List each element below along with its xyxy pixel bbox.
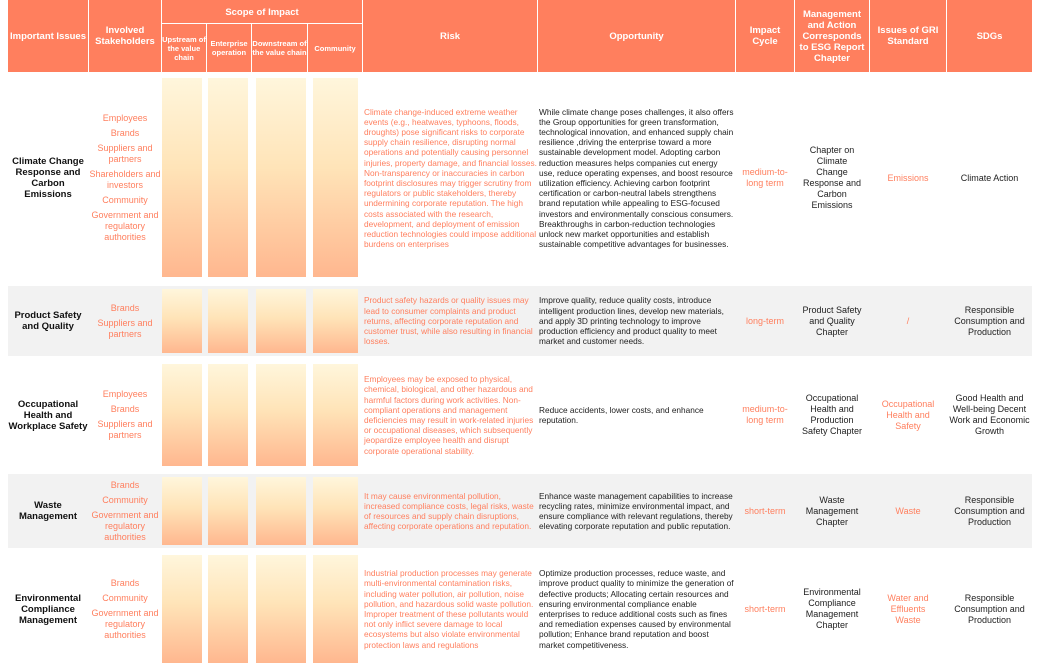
- table-row: [8, 360, 1032, 470]
- stakeholder-list: [89, 360, 161, 470]
- stakeholder-list: [89, 552, 161, 666]
- gri-issue: Waste: [895, 505, 921, 516]
- scope-community-bar: [313, 78, 358, 277]
- stakeholder-item: Shareholders and investors: [89, 169, 161, 190]
- header-sdgs: SDGs: [976, 30, 1003, 42]
- issue-name: Climate Change Response and Carbon Emissions: [12, 156, 84, 200]
- header-impact-cycle: Impact Cycle: [749, 25, 781, 47]
- table-row: [8, 74, 1032, 282]
- stakeholder-list: [89, 74, 161, 282]
- scope-community-bar: [313, 289, 358, 353]
- issue-name: Occupational Health and Workplace Safety: [8, 398, 88, 432]
- impact-cycle: short-term: [744, 505, 786, 516]
- header-community: Community: [314, 43, 356, 53]
- impact-cycle: medium-to-long term: [742, 167, 788, 188]
- scope-enterprise-bar: [208, 555, 248, 663]
- opportunity-text: Reduce accidents, lower costs, and enhance reputation.: [539, 404, 704, 425]
- opportunity-text: Improve quality, reduce quality costs, introduce intelligent production lines, develop new materials, and apply 3D printing technology to improve production efficiency and product quality to meet market and customer needs.: [539, 295, 724, 347]
- stakeholder-item: Brands: [110, 128, 140, 138]
- header-important-issues: Important Issues: [9, 30, 87, 42]
- header-management: Management and Action Corresponds to ESG Report Chapter: [799, 8, 865, 64]
- scope-downstream-bar: [256, 477, 306, 545]
- stakeholder-item: Community: [102, 592, 148, 603]
- stakeholder-list: [89, 286, 161, 356]
- sdg-goal: Good Health and Well-being Decent Work and Economic Growth: [949, 393, 1030, 436]
- table-header: [8, 0, 1032, 72]
- issue-name: Waste Management: [18, 500, 78, 522]
- scope-downstream-bar: [256, 78, 306, 277]
- report-chapter: Chapter on Climate Change Response and Carbon Emissions: [802, 145, 862, 210]
- scope-enterprise-bar: [208, 78, 248, 277]
- stakeholder-item: Suppliers and partners: [97, 143, 153, 164]
- stakeholder-item: Brands: [110, 302, 140, 313]
- scope-enterprise-bar: [208, 289, 248, 353]
- header-risk: Risk: [439, 30, 461, 42]
- report-chapter: Waste Management Chapter: [805, 494, 859, 527]
- gri-issue: /: [906, 315, 910, 326]
- report-chapter: Occupational Health and Production Safety Chapter: [801, 393, 863, 436]
- stakeholder-item: Suppliers and partners: [97, 419, 153, 440]
- stakeholder-item: Employees: [102, 113, 148, 123]
- gri-issue: Water and Effluents Waste: [887, 592, 929, 625]
- sdg-goal: Climate Action: [960, 172, 1019, 183]
- stakeholder-item: Brands: [110, 479, 140, 490]
- risk-text: Employees may be exposed to physical, chemical, biological, and other hazardous and harmful factors during work activities. Non-compliant operations and management deficiencies may result in work-related injuries or occupational diseases, which subsequently jeopardize employee health and disrupt corporate operational stability.: [364, 374, 534, 456]
- header-gri: Issues of GRI Standard: [877, 25, 939, 47]
- issue-name: Environmental Compliance Management: [15, 592, 81, 626]
- gri-issue: Occupational Health and Safety: [881, 398, 935, 431]
- scope-upstream-bar: [162, 364, 202, 466]
- scope-downstream-bar: [256, 555, 306, 663]
- header-downstream: Downstream of the value chain: [252, 39, 307, 57]
- stakeholder-item: Government and regulatory authorities: [91, 607, 159, 640]
- table-row: [8, 286, 1032, 356]
- scope-community-bar: [313, 364, 358, 466]
- scope-enterprise-bar: [208, 477, 248, 545]
- scope-community-bar: [313, 555, 358, 663]
- stakeholder-item: Employees: [102, 389, 148, 399]
- scope-downstream-bar: [256, 289, 306, 353]
- scope-enterprise-bar: [208, 364, 248, 466]
- scope-community-bar: [313, 477, 358, 545]
- scope-upstream-bar: [162, 477, 202, 545]
- scope-downstream-bar: [256, 364, 306, 466]
- table-row: [8, 474, 1032, 548]
- risk-text: Product safety hazards or quality issues may lead to consumer complaints and product returns, affecting corporate reputation and customer trust, while also resulting in financial losses.: [364, 295, 533, 347]
- scope-upstream-bar: [162, 78, 202, 277]
- stakeholder-item: Brands: [110, 577, 140, 588]
- header-upstream: Upstream of the value chain: [162, 34, 206, 62]
- stakeholder-item: Government and regulatory authorities: [91, 210, 159, 242]
- report-chapter: Environmental Compliance Management Chapter: [803, 587, 861, 630]
- risk-text: It may cause environmental pollution, increased compliance costs, legal risks, waste of resources and supply chain disruptions, affecting corporate operations and reputation.: [364, 490, 534, 532]
- scope-upstream-bar: [162, 289, 202, 353]
- stakeholder-item: Government and regulatory authorities: [91, 509, 159, 542]
- report-chapter: Product Safety and Quality Chapter: [802, 304, 862, 337]
- risk-text: Industrial production processes may generate multi-environmental contamination risks, including water pollution, air pollution, noise pollution, and hazardous solid waste pollution. Improper treatment of these pollutants would not only inflict severe damage to local ecosystems but also violate environmental protection laws and regulations: [364, 568, 534, 650]
- header-opportunity: Opportunity: [609, 30, 664, 42]
- header-scope-of-impact: Scope of Impact: [225, 6, 299, 18]
- opportunity-text: Enhance waste management capabilities to increase recycling rates, minimize environmental impact, and ensure compliance with relevant regulations, thereby elevating corporate reputation and public reputation.: [539, 490, 733, 532]
- stakeholder-item: Suppliers and partners: [97, 317, 153, 339]
- stakeholder-item: Community: [102, 494, 148, 505]
- header-involved-stakeholders: Involved Stakeholders: [95, 25, 155, 47]
- header-enterprise: Enterprise operation: [210, 39, 248, 57]
- impact-cycle: long-term: [745, 315, 784, 326]
- sdg-goal: Responsible Consumption and Production: [954, 304, 1025, 337]
- table-row: [8, 552, 1032, 666]
- opportunity-text: While climate change poses challenges, it also offers the Group opportunities for green transformation, technological innovation, and enhanced supply chain resilience ,driving the enterprise toward a more sustainable development model. Adopting carbon reduction measures helps companies cut energy use, reduce operating expenses, and boost resource utilization efficiency. Achieving carbon footprint certification or carbon-neutral labels strengthens brand reputation while appealing to ESG-focused investors and environmentally conscious consumers. Breakthroughs in carbon-reduction technologies unlock new market opportunities and establish sustainable competitive advantages for businesses.: [539, 106, 734, 250]
- stakeholder-list: [89, 474, 161, 548]
- gri-issue: Emissions: [887, 172, 929, 183]
- impact-cycle: short-term: [744, 603, 786, 614]
- sdg-goal: Responsible Consumption and Production: [954, 592, 1025, 625]
- sdg-goal: Responsible Consumption and Production: [954, 494, 1025, 527]
- stakeholder-item: Community: [102, 195, 148, 205]
- issue-name: Product Safety and Quality: [14, 310, 82, 332]
- impact-cycle: medium-to-long term: [742, 404, 788, 425]
- scope-upstream-bar: [162, 555, 202, 663]
- opportunity-text: Optimize production processes, reduce waste, and improve product quality to minimize the generation of defective products; Allocating certain resources and ensuring environmental compliance enable enterprises to reduce additional costs such as fines and remediation expenses caused by environmental pollution; Enhance brand reputation and boost market competitiveness.: [539, 568, 734, 650]
- stakeholder-item: Brands: [110, 404, 140, 414]
- risk-text: Climate change-induced extreme weather events (e.g., heatwaves, typhoons, floods, droughts) pose significant risks to corporate supply chain resilience, disrupting normal operations and potentially causing personnel injuries, property damage, and financial losses. Non-transparency or inaccuracies in carbon footprint disclosures may trigger scrutiny from regulators or public stakeholders, thereby undermining corporate reputation. The high costs associated with the research, development, and deployment of emission reduction technologies could impose additional burdens on enterprises: [364, 106, 537, 250]
